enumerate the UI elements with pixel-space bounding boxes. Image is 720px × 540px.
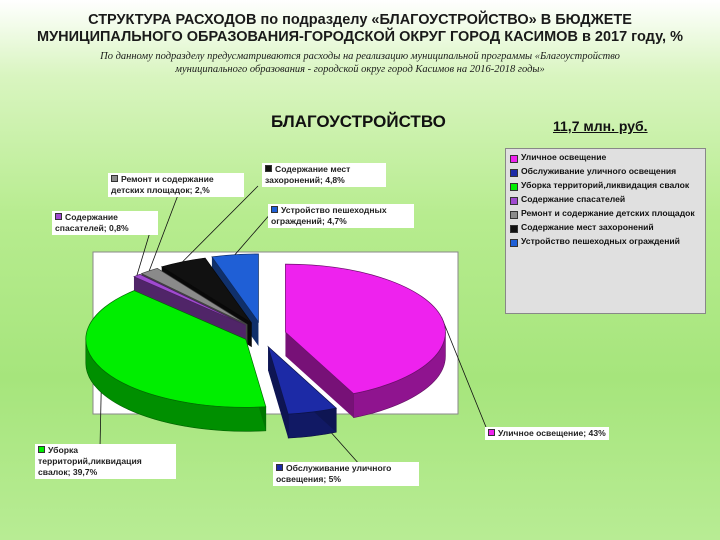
data-label-4	[52, 211, 158, 235]
legend-swatch-4	[510, 197, 518, 205]
legend-swatch-3	[510, 183, 518, 191]
data-label-5	[108, 173, 244, 197]
data-label-swatch-2	[276, 464, 283, 471]
data-label-swatch-1	[488, 429, 495, 436]
data-label-1	[485, 427, 609, 440]
legend-swatch-1	[510, 155, 518, 163]
data-label-text-3: Уборка территорий,ликвидация свалок; 39,7%	[38, 445, 142, 477]
title-line-1: СТРУКТУРА РАСХОДОВ по подразделу «БЛАГОУСТРОЙСТВО» В БЮДЖЕТЕ	[88, 12, 632, 28]
legend-swatch-6	[510, 225, 518, 233]
leader-line-7	[235, 212, 272, 255]
chart-total: 11,7 млн. руб.	[553, 118, 648, 134]
legend-item-3	[510, 180, 701, 191]
legend-label-4: Содержание спасателей	[521, 194, 626, 204]
legend-label-7: Устройство пешеходных ограждений	[521, 236, 680, 246]
title-line-2: МУНИЦИПАЛЬНОГО ОБРАЗОВАНИЯ-ГОРОДСКОЙ ОКРУГ ГОРОД КАСИМОВ в 2017 году, %	[37, 29, 683, 45]
data-label-3	[35, 444, 176, 479]
data-label-swatch-3	[38, 446, 45, 453]
legend-item-7	[510, 236, 701, 247]
data-label-text-7: Устройство пешеходных ограждений; 4,7%	[271, 205, 387, 226]
chart-title: БЛАГОУСТРОЙСТВО	[271, 112, 446, 131]
legend-item-6	[510, 222, 701, 233]
legend-item-5	[510, 208, 701, 219]
data-label-2	[273, 462, 419, 486]
legend-items	[510, 152, 701, 247]
data-label-7	[268, 204, 414, 228]
data-label-swatch-4	[55, 213, 62, 220]
data-label-text-5: Ремонт и содержание детских площадок; 2,%	[111, 174, 214, 195]
legend-swatch-2	[510, 169, 518, 177]
data-label-swatch-6	[265, 165, 272, 172]
legend-swatch-5	[510, 211, 518, 219]
legend-item-2	[510, 166, 701, 177]
data-label-text-1: Уличное освещение; 43%	[498, 428, 606, 438]
legend-label-5: Ремонт и содержание детских площадок	[521, 208, 695, 218]
legend-label-3: Уборка территорий,ликвидация свалок	[521, 180, 690, 190]
data-label-6	[262, 163, 386, 187]
legend	[505, 148, 706, 314]
legend-item-1	[510, 152, 701, 163]
data-label-swatch-5	[111, 175, 118, 182]
legend-swatch-7	[510, 239, 518, 247]
data-label-text-6: Содержание мест захоронений; 4,8%	[265, 164, 351, 185]
leader-line-6	[183, 186, 258, 262]
data-label-text-2: Обслуживание уличного освещения; 5%	[276, 463, 392, 484]
legend-item-4	[510, 194, 701, 205]
legend-label-2: Обслуживание уличного освещения	[521, 166, 677, 176]
legend-label-6: Содержание мест захоронений	[521, 222, 654, 232]
legend-label-1: Уличное освещение	[521, 152, 607, 162]
data-label-text-4: Содержание спасателей; 0,8%	[55, 212, 129, 233]
subtitle-line-1: По данному подразделу предусматриваются расходы на реализацию муниципальной программы «Благоустройство	[100, 51, 620, 62]
subtitle-line-2: муниципального образования - городской округ город Касимов на 2016-2018 годы»	[175, 64, 545, 75]
data-label-swatch-7	[271, 206, 278, 213]
